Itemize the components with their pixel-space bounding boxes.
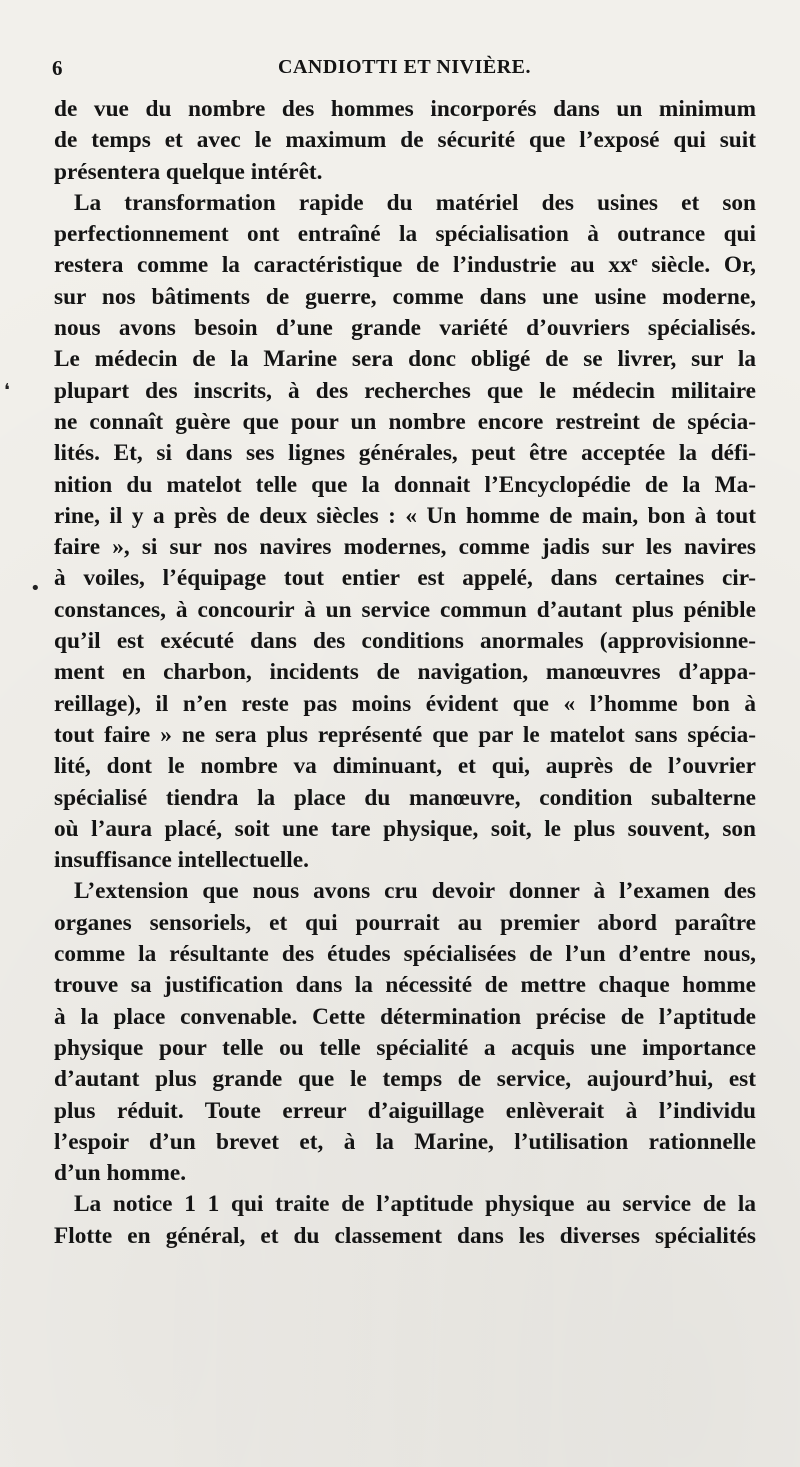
text-line: physique pour telle ou telle spécialité a acquis une importance <box>54 1034 756 1061</box>
text-line: Flotte en général, et du classement dans les diverses spécialités <box>54 1222 756 1249</box>
text-line: reillage), il n’en reste pas moins évident que « l’homme bon à <box>54 690 756 717</box>
text-line: La transformation rapide du matériel des usines et son <box>74 189 756 216</box>
text-line: nous avons besoin d’une grande variété d’ouvriers spécialisés. <box>54 315 756 342</box>
text-line: Le médecin de la Marine sera donc obligé de se livrer, sur la <box>54 346 756 373</box>
text-line: restera comme la caractéristique de l’industrie au xxᵉ siècle. Or, <box>54 252 756 279</box>
text-line: sur nos bâtiments de guerre, comme dans une usine moderne, <box>54 283 756 310</box>
text-line: organes sensoriels, et qui pourrait au premier abord paraître <box>54 909 756 936</box>
text-line: plus réduit. Toute erreur d’aiguillage enlèverait à l’individu <box>54 1097 756 1124</box>
text-line: à voiles, l’équipage tout entier est appelé, dans certaines cir- <box>54 565 756 592</box>
text-line: L’extension que nous avons cru devoir donner à l’examen des <box>74 878 756 905</box>
body-text <box>54 94 756 1252</box>
text-line: ment en charbon, incidents de navigation, manœuvres d’appa- <box>54 659 756 686</box>
page-number: 6 <box>52 56 63 80</box>
page-header <box>52 48 757 88</box>
text-line: d’autant plus grande que le temps de service, aujourd’hui, est <box>54 1066 756 1093</box>
running-title: CANDIOTTI ET NIVIÈRE. <box>278 56 531 78</box>
text-line: faire », si sur nos navires modernes, comme jadis sur les navires <box>54 534 756 561</box>
margin-ink-mark: • <box>30 578 41 599</box>
text-line: spécialisé tiendra la place du manœuvre, condition subalterne <box>54 784 756 811</box>
text-line: rine, il y a près de deux siècles : « Un homme de main, bon à tout <box>54 502 756 529</box>
text-line: lité, dont le nombre va diminuant, et qui, auprès de l’ouvrier <box>54 753 756 780</box>
text-line: insuffisance intellectuelle. <box>54 847 309 874</box>
text-line: à la place convenable. Cette détermination précise de l’aptitude <box>54 1003 756 1030</box>
text-line: d’un homme. <box>54 1160 187 1187</box>
text-line: perfectionnement ont entraîné la spécialisation à outrance qui <box>54 221 756 248</box>
text-line: nition du matelot telle que la donnait l’Encyclopédie de la Ma- <box>54 471 756 498</box>
text-line: lités. Et, si dans ses lignes générales, peut être acceptée la défi- <box>54 440 756 467</box>
text-line: tout faire » ne sera plus représenté que par le matelot sans spécia- <box>54 721 756 748</box>
text-line: constances, à concourir à un service commun d’autant plus pénible <box>54 596 756 623</box>
text-line: comme la résultante des études spécialisées de l’un d’entre nous, <box>54 941 756 968</box>
text-line: trouve sa justification dans la nécessité de mettre chaque homme <box>54 972 756 999</box>
text-line: où l’aura placé, soit une tare physique, soit, le plus souvent, son <box>54 815 756 842</box>
text-line: qu’il est exécuté dans des conditions anormales (approvisionne- <box>54 628 756 655</box>
text-line: ne connaît guère que pour un nombre encore restreint de spécia- <box>54 408 756 435</box>
text-line: de temps et avec le maximum de sécurité que l’exposé qui suit <box>54 127 756 154</box>
text-line: de vue du nombre des hommes incorporés dans un minimum <box>54 96 756 122</box>
text-line: présentera quelque intérêt. <box>54 158 323 185</box>
text-line: La notice 1 1 qui traite de l’aptitude physique au service de la <box>74 1191 756 1218</box>
text-line: plupart des inscrits, à des recherches que le médecin militaire <box>54 377 756 404</box>
margin-ink-mark: ❛ <box>4 380 10 401</box>
text-line: l’espoir d’un brevet et, à la Marine, l’utilisation rationnelle <box>54 1128 756 1155</box>
